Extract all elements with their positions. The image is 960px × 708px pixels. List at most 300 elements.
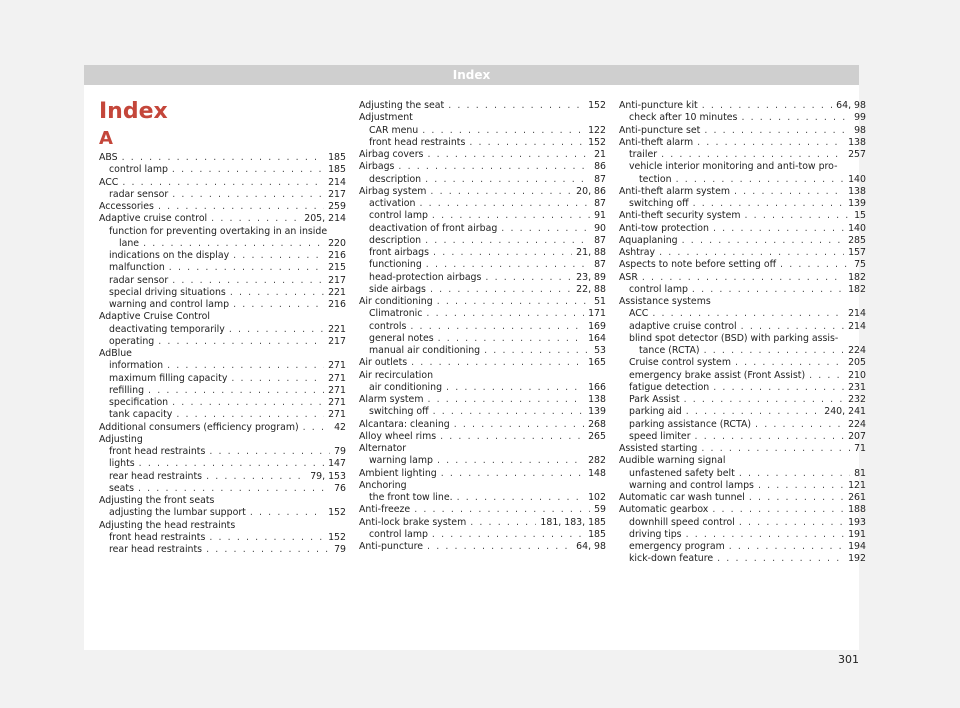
entry-page-ref[interactable]: 193 <box>848 516 866 528</box>
entry-page-ref[interactable]: 271 <box>328 360 346 372</box>
dot-leader <box>682 235 844 247</box>
dot-leader <box>158 336 324 348</box>
dot-leader <box>741 112 850 124</box>
entry-term: manual air conditioning <box>369 345 481 356</box>
entry-page-ref[interactable]: 140 <box>848 173 866 185</box>
dot-leader <box>713 223 844 235</box>
entry-page-ref[interactable]: 207 <box>848 430 866 442</box>
entry-term: malfunction <box>109 262 165 274</box>
index-entry[interactable] <box>619 296 866 308</box>
index-entry[interactable] <box>359 259 606 271</box>
dot-leader <box>701 443 850 455</box>
entry-term: Climatronic <box>369 308 423 320</box>
index-entry[interactable] <box>619 419 866 431</box>
entry-page-ref[interactable]: 87 <box>594 234 606 246</box>
index-entry[interactable] <box>619 394 866 406</box>
dot-leader <box>440 431 584 443</box>
dot-leader <box>448 100 584 112</box>
index-entry[interactable] <box>619 272 866 284</box>
dot-leader <box>430 284 572 296</box>
entry-page-ref[interactable]: 79 <box>334 446 346 457</box>
entry-page-ref[interactable]: 205, 214 <box>304 213 346 225</box>
entry-term: special driving situations <box>109 286 226 298</box>
entry-page-ref[interactable]: 194 <box>848 541 866 552</box>
entry-page-ref[interactable]: 210 <box>848 369 866 381</box>
index-entry[interactable] <box>99 483 346 495</box>
dot-leader <box>437 455 584 467</box>
index-entry[interactable] <box>619 492 866 504</box>
index-entry[interactable] <box>99 262 346 274</box>
dot-leader <box>780 259 850 271</box>
entry-term: kick-down feature <box>629 553 714 565</box>
entry-page-ref[interactable]: 53 <box>594 345 606 356</box>
entry-page-ref[interactable]: 157 <box>848 247 866 258</box>
entry-term: front head restraints <box>109 446 206 457</box>
entry-page-ref[interactable]: 217 <box>328 335 346 347</box>
entry-term: control lamp <box>629 283 688 295</box>
dot-leader <box>676 174 845 186</box>
entry-term: warning and control lamp <box>109 299 230 310</box>
index-entry[interactable] <box>359 198 606 210</box>
index-entry[interactable] <box>619 235 866 247</box>
entry-page-ref[interactable]: 232 <box>848 394 866 405</box>
entry-term: ASR <box>619 271 638 283</box>
entry-page-ref[interactable]: 221 <box>328 286 346 298</box>
index-entry[interactable] <box>619 517 866 529</box>
entry-page-ref[interactable]: 64, 98 <box>576 541 606 552</box>
index-entry[interactable] <box>619 174 866 186</box>
entry-page-ref[interactable]: 182 <box>848 283 866 295</box>
index-entry[interactable] <box>359 517 606 529</box>
entry-page-ref[interactable]: 166 <box>588 381 606 393</box>
entry-term: adaptive cruise control <box>629 320 737 332</box>
index-entry[interactable] <box>359 223 606 235</box>
entry-term: Anti-theft alarm <box>619 136 694 148</box>
entry-page-ref[interactable]: 121 <box>848 479 866 491</box>
entry-page-ref[interactable]: 138 <box>848 185 866 197</box>
entry-term: deactivation of front airbag <box>369 222 498 234</box>
index-entry[interactable] <box>99 299 346 311</box>
dot-leader <box>735 357 844 369</box>
dot-leader <box>693 198 844 210</box>
entry-page-ref[interactable]: 140 <box>848 222 866 234</box>
dot-leader <box>229 324 324 336</box>
index-entry[interactable] <box>619 370 866 382</box>
index-entry[interactable] <box>619 198 866 210</box>
entry-term: check after 10 minutes <box>629 112 738 124</box>
entry-page-ref[interactable]: 122 <box>588 124 606 136</box>
dot-leader <box>470 517 536 529</box>
entry-page-ref[interactable]: 214 <box>848 320 866 332</box>
dot-leader <box>755 419 844 431</box>
index-entry[interactable] <box>619 357 866 369</box>
entry-page-ref[interactable]: 87 <box>594 198 606 209</box>
index-entry[interactable] <box>99 311 346 323</box>
entry-term: Cruise control system <box>629 357 731 369</box>
index-entry[interactable] <box>619 504 866 516</box>
index-entry[interactable] <box>619 223 866 235</box>
entry-page-ref[interactable]: 99 <box>854 112 866 124</box>
index-entry[interactable] <box>619 100 866 112</box>
index-entry[interactable] <box>99 189 346 201</box>
index-entry[interactable] <box>359 100 606 112</box>
entry-term: Anti-puncture set <box>619 124 701 136</box>
dot-leader <box>172 164 324 176</box>
entry-page-ref[interactable]: 271 <box>328 384 346 396</box>
entry-term: Adjusting the seat <box>359 100 445 111</box>
entry-page-ref[interactable]: 192 <box>848 553 866 565</box>
dot-leader <box>419 198 590 210</box>
index-entry[interactable] <box>359 443 606 455</box>
index-entry[interactable] <box>99 532 346 544</box>
index-entry[interactable] <box>619 431 866 443</box>
index-entry[interactable] <box>99 409 346 421</box>
dot-leader <box>749 492 844 504</box>
index-entry[interactable] <box>359 370 606 382</box>
entry-page-ref[interactable]: 139 <box>588 406 606 418</box>
index-entry[interactable] <box>99 422 346 434</box>
entry-term: radar sensor <box>109 188 169 200</box>
index-entry[interactable] <box>99 446 346 458</box>
dot-leader <box>446 382 584 394</box>
entry-page-ref[interactable]: 231 <box>848 381 866 393</box>
dot-leader <box>717 553 844 565</box>
index-entry[interactable] <box>99 213 346 225</box>
entry-page-ref[interactable]: 257 <box>848 149 866 160</box>
dot-leader <box>745 210 851 222</box>
entry-page-ref[interactable]: 259 <box>328 201 346 212</box>
index-entry[interactable] <box>99 458 346 470</box>
index-entry[interactable] <box>359 357 606 369</box>
entry-page-ref[interactable]: 224 <box>848 345 866 356</box>
index-entry[interactable] <box>99 238 346 250</box>
entry-term: front head restraints <box>369 136 466 148</box>
entry-page-ref[interactable]: 79 <box>334 544 346 555</box>
entry-page-ref[interactable]: 271 <box>328 397 346 408</box>
entry-page-ref[interactable]: 75 <box>854 259 866 271</box>
entry-page-ref[interactable]: 214 <box>328 176 346 188</box>
index-entry[interactable] <box>99 471 346 483</box>
index-entry[interactable] <box>99 397 346 409</box>
entry-page-ref[interactable]: 221 <box>328 323 346 335</box>
dot-leader <box>172 397 324 409</box>
index-entry[interactable] <box>619 455 866 467</box>
index-entry[interactable] <box>359 272 606 284</box>
entry-term: parking assistance (RCTA) <box>629 418 752 430</box>
entry-page-ref[interactable]: 147 <box>328 458 346 470</box>
dot-leader <box>158 201 324 213</box>
index-entry[interactable] <box>619 137 866 149</box>
index-entry[interactable] <box>99 373 346 385</box>
entry-term: Alternator <box>359 443 407 454</box>
dot-leader <box>432 210 590 222</box>
index-entry[interactable] <box>99 275 346 287</box>
entry-term: speed limiter <box>629 430 691 442</box>
entry-page-ref[interactable]: 139 <box>848 198 866 209</box>
index-entry[interactable] <box>619 480 866 492</box>
entry-page-ref[interactable]: 102 <box>588 492 606 503</box>
entry-page-ref[interactable]: 152 <box>588 100 606 111</box>
entry-term: front airbags <box>369 247 430 258</box>
index-entry[interactable] <box>99 287 346 299</box>
dot-leader <box>469 137 584 149</box>
entry-term: deactivating temporarily <box>109 323 225 335</box>
entry-term: Anti-theft security system <box>619 210 741 222</box>
entry-term: fatigue detection <box>629 381 710 393</box>
entry-page-ref[interactable]: 261 <box>848 492 866 503</box>
entry-term: Anti-lock brake system <box>359 516 467 528</box>
index-entry[interactable] <box>619 247 866 259</box>
dot-leader <box>122 152 324 164</box>
index-entry[interactable] <box>359 333 606 345</box>
index-entry[interactable] <box>359 345 606 357</box>
index-entry[interactable] <box>619 333 866 345</box>
entry-page-ref[interactable]: 21, 88 <box>576 247 606 258</box>
index-entry[interactable] <box>359 394 606 406</box>
entry-term: Air outlets <box>359 357 408 369</box>
entry-page-ref[interactable]: 185 <box>588 528 606 540</box>
entry-page-ref[interactable]: 152 <box>328 531 346 543</box>
index-entry[interactable] <box>619 112 866 124</box>
entry-page-ref[interactable]: 79, 153 <box>310 470 346 482</box>
index-column-1 <box>99 128 346 556</box>
entry-page-ref[interactable]: 86 <box>594 161 606 173</box>
entry-page-ref[interactable]: 282 <box>588 455 606 467</box>
index-entry[interactable] <box>619 529 866 541</box>
entry-page-ref[interactable]: 214 <box>848 308 866 320</box>
index-entry[interactable] <box>359 529 606 541</box>
entry-page-ref[interactable]: 76 <box>334 482 346 494</box>
index-entry[interactable] <box>359 284 606 296</box>
index-entry[interactable] <box>359 504 606 516</box>
entry-page-ref[interactable]: 188 <box>848 504 866 516</box>
entry-page-ref[interactable]: 220 <box>328 237 346 249</box>
index-entry[interactable] <box>359 186 606 198</box>
index-entry[interactable] <box>99 360 346 372</box>
entry-page-ref[interactable]: 217 <box>328 188 346 200</box>
index-entry[interactable] <box>99 495 346 507</box>
dot-leader <box>686 406 820 418</box>
entry-term: ABS <box>99 152 118 163</box>
dot-leader <box>303 422 330 434</box>
index-entry[interactable] <box>99 152 346 164</box>
index-entry[interactable] <box>359 161 606 173</box>
entry-page-ref[interactable]: 138 <box>848 136 866 148</box>
index-entry[interactable] <box>359 296 606 308</box>
index-entry[interactable] <box>99 324 346 336</box>
entry-page-ref[interactable]: 216 <box>328 250 346 261</box>
entry-term: adjusting the lumbar support <box>109 507 246 519</box>
index-entry[interactable] <box>99 520 346 532</box>
index-entry[interactable] <box>99 336 346 348</box>
entry-page-ref[interactable]: 21 <box>594 149 606 160</box>
index-entry[interactable] <box>359 174 606 186</box>
index-entry[interactable] <box>359 112 606 124</box>
entry-page-ref[interactable]: 51 <box>594 296 606 307</box>
page-title: Index <box>99 99 168 124</box>
index-entry[interactable] <box>619 541 866 553</box>
entry-page-ref[interactable]: 240, 241 <box>824 406 866 418</box>
index-entry[interactable] <box>619 125 866 137</box>
index-entry[interactable] <box>99 348 346 360</box>
dot-leader <box>433 247 572 259</box>
entry-page-ref[interactable]: 59 <box>594 504 606 516</box>
entry-page-ref[interactable]: 87 <box>594 173 606 185</box>
dot-leader <box>422 125 584 137</box>
entry-page-ref[interactable]: 182 <box>848 271 866 283</box>
index-entry[interactable] <box>99 201 346 213</box>
entry-term: description <box>369 234 422 246</box>
entry-term: tection <box>639 173 672 185</box>
index-entry[interactable] <box>99 164 346 176</box>
entry-page-ref[interactable]: 152 <box>588 136 606 148</box>
entry-term: side airbags <box>369 283 426 295</box>
entry-page-ref[interactable]: 265 <box>588 430 606 442</box>
entry-term: trailer <box>629 149 658 160</box>
index-entry[interactable] <box>619 443 866 455</box>
entry-page-ref[interactable]: 22, 88 <box>576 283 606 295</box>
entry-page-ref[interactable]: 98 <box>854 124 866 136</box>
dot-leader <box>139 458 324 470</box>
index-entry[interactable] <box>359 235 606 247</box>
entry-term: controls <box>369 320 407 332</box>
entry-term: Anti-puncture <box>359 541 424 552</box>
entry-page-ref[interactable]: 164 <box>588 332 606 344</box>
index-entry[interactable] <box>359 247 606 259</box>
entry-page-ref[interactable]: 268 <box>588 418 606 430</box>
index-entry[interactable] <box>619 321 866 333</box>
dot-leader <box>702 100 832 112</box>
index-entry[interactable] <box>359 149 606 161</box>
entry-page-ref[interactable]: 87 <box>594 259 606 271</box>
index-entry[interactable] <box>619 382 866 394</box>
entry-page-ref[interactable]: 271 <box>328 372 346 384</box>
entry-page-ref[interactable]: 216 <box>328 299 346 310</box>
index-entry[interactable] <box>359 125 606 137</box>
dot-leader <box>425 235 590 247</box>
index-entry[interactable] <box>619 553 866 565</box>
index-entry[interactable] <box>619 149 866 161</box>
entry-page-ref[interactable]: 23, 89 <box>576 271 606 283</box>
index-entry[interactable] <box>99 507 346 519</box>
index-entry[interactable] <box>619 186 866 198</box>
dot-leader <box>741 321 844 333</box>
index-entry[interactable] <box>359 382 606 394</box>
entry-term: air conditioning <box>369 381 443 393</box>
index-entry[interactable] <box>359 480 606 492</box>
index-entry[interactable] <box>99 250 346 262</box>
index-entry[interactable] <box>99 434 346 446</box>
dot-leader <box>233 299 324 311</box>
entry-page-ref[interactable]: 152 <box>328 507 346 519</box>
dot-leader <box>501 223 590 235</box>
index-entry[interactable] <box>359 406 606 418</box>
entry-page-ref[interactable]: 20, 86 <box>576 185 606 197</box>
entry-page-ref[interactable]: 224 <box>848 418 866 430</box>
dot-leader <box>454 419 584 431</box>
dot-leader <box>427 149 590 161</box>
entry-term: Park Assist <box>629 394 680 405</box>
dot-leader <box>148 385 324 397</box>
index-entry[interactable] <box>99 177 346 189</box>
dot-leader <box>485 272 572 284</box>
entry-page-ref[interactable]: 185 <box>328 152 346 163</box>
entry-page-ref[interactable]: 148 <box>588 467 606 479</box>
entry-term: Airbag covers <box>359 149 424 160</box>
dot-leader <box>206 544 330 556</box>
entry-page-ref[interactable]: 15 <box>854 210 866 222</box>
index-entry[interactable] <box>619 210 866 222</box>
entry-term: specification <box>109 397 169 408</box>
entry-term: ACC <box>629 308 649 320</box>
index-entry[interactable] <box>359 492 606 504</box>
index-entry[interactable] <box>619 308 866 320</box>
entry-page-ref[interactable]: 91 <box>594 210 606 222</box>
entry-term: Airbag system <box>359 185 427 197</box>
index-entry[interactable] <box>359 468 606 480</box>
index-entry[interactable] <box>619 259 866 271</box>
section-letter: A <box>99 128 113 149</box>
entry-page-ref[interactable]: 285 <box>848 234 866 246</box>
index-entry[interactable] <box>359 431 606 443</box>
entry-term: refilling <box>109 384 145 396</box>
index-entry[interactable] <box>359 308 606 320</box>
entry-page-ref[interactable]: 271 <box>328 409 346 421</box>
dot-leader <box>411 357 584 369</box>
entry-page-ref[interactable]: 42 <box>334 421 346 433</box>
entry-page-ref[interactable]: 191 <box>848 528 866 540</box>
index-entry[interactable] <box>619 468 866 480</box>
index-entry[interactable] <box>99 226 346 238</box>
entry-term: Adaptive cruise control <box>99 213 208 225</box>
dot-leader <box>426 308 584 320</box>
index-entry[interactable] <box>359 210 606 222</box>
index-entry[interactable] <box>619 284 866 296</box>
index-entry[interactable] <box>619 406 866 418</box>
entry-page-ref[interactable]: 205 <box>848 357 866 369</box>
entry-page-ref[interactable]: 185 <box>328 164 346 176</box>
entry-page-ref[interactable]: 181, 183, 185 <box>540 516 606 528</box>
entry-page-ref[interactable]: 171 <box>588 308 606 320</box>
entry-term: Assistance systems <box>619 296 711 307</box>
dot-leader <box>206 471 306 483</box>
entry-page-ref[interactable]: 215 <box>328 262 346 274</box>
entry-page-ref[interactable]: 169 <box>588 320 606 332</box>
index-entry[interactable] <box>619 345 866 357</box>
index-entry[interactable] <box>99 544 346 556</box>
entry-page-ref[interactable]: 81 <box>854 467 866 479</box>
entry-page-ref[interactable]: 90 <box>594 222 606 234</box>
index-entry[interactable] <box>359 419 606 431</box>
index-entry[interactable] <box>99 385 346 397</box>
entry-page-ref[interactable]: 71 <box>854 443 866 454</box>
index-entry[interactable] <box>359 455 606 467</box>
dot-leader <box>414 504 590 516</box>
index-entry[interactable] <box>619 161 866 173</box>
dot-leader <box>438 333 584 345</box>
entry-page-ref[interactable]: 138 <box>588 394 606 405</box>
entry-page-ref[interactable]: 64, 98 <box>836 100 866 111</box>
entry-page-ref[interactable]: 217 <box>328 274 346 286</box>
index-entry[interactable] <box>359 137 606 149</box>
dot-leader <box>250 507 324 519</box>
dot-leader <box>167 360 324 372</box>
dot-leader <box>739 468 850 480</box>
index-entry[interactable] <box>359 321 606 333</box>
index-page <box>84 65 866 666</box>
entry-page-ref[interactable]: 165 <box>588 357 606 369</box>
index-entry[interactable] <box>359 541 606 553</box>
